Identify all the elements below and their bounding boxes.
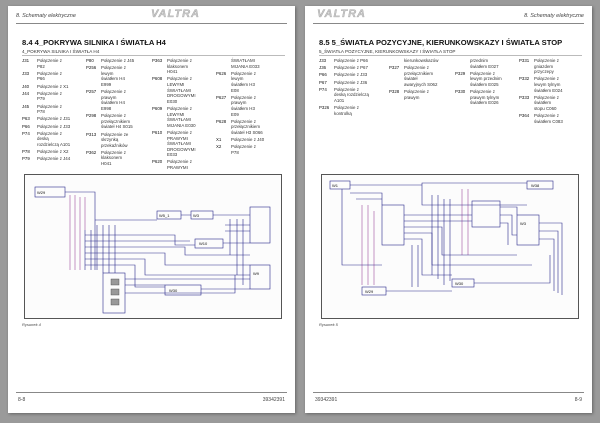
connector-block [382, 205, 404, 245]
legend-column-2 [86, 58, 148, 168]
connector-code [389, 58, 404, 64]
connector-description: Połączenie z P67 [334, 65, 368, 71]
diagram-label: W1 [332, 183, 338, 188]
connector-code: P78 [22, 149, 30, 155]
connector-code: X2 [216, 144, 222, 150]
connector-code: P327 [389, 65, 400, 71]
connector-code: P628 [216, 118, 227, 124]
connector-code: P609 [152, 105, 163, 111]
legend-entry [22, 131, 84, 148]
legend-entry [86, 89, 148, 111]
connector-description: Połączenie z J31 [37, 116, 71, 122]
connector-description: Połączenie z deską rozdzielczą A101 [334, 86, 369, 103]
diagram-label: W9 [253, 271, 259, 276]
connector-legend [319, 58, 582, 168]
connector-block [517, 215, 539, 245]
legend-entry [319, 65, 385, 71]
page-header [16, 10, 287, 22]
connector-code: X1 [216, 137, 222, 143]
legend-column-1 [319, 58, 385, 118]
connector-description: Połączenie ze skrzynką przekaźników [101, 131, 129, 148]
legend-entry [22, 149, 84, 155]
legend-entry [86, 150, 148, 167]
legend-entry [152, 159, 210, 170]
connector-description: Połączenie z J40 [231, 137, 265, 143]
connector-description: Połączenie z lewym światłem H4 E999 [101, 65, 126, 87]
legend-entry [22, 156, 84, 162]
connector-description: Połączenie z lewym przednim światłem E025 [470, 70, 502, 87]
legend-entry [216, 58, 276, 69]
connector-description: Połączenie z lewym tylnym światłem E024 [534, 76, 563, 93]
connector-code: P333 [519, 94, 530, 100]
connector-code: P610 [152, 129, 163, 135]
connector-code: P79 [22, 156, 30, 162]
document-number: 39342391 [315, 397, 338, 403]
section-header: 8. Schematy elektryczne [524, 13, 584, 19]
legend-entry [455, 89, 517, 106]
diagram-label: W5_1 [159, 213, 170, 218]
legend-entry [319, 80, 385, 86]
connector-description: Połączenie z kontrolką [334, 105, 359, 116]
page-subtitle: 5_ŚWIATŁA POZYCYJNE, KIERUNKOWSKAZY I ŚWIATŁA STOP [319, 49, 582, 56]
connector-description: Połączenie z PRAWYMI [167, 159, 192, 171]
diagram-label: W30 [169, 288, 178, 293]
connector-description: przednim światłem E027 [470, 58, 499, 69]
legend-entry [519, 95, 579, 112]
legend-entry [216, 119, 276, 136]
legend-entry [86, 58, 148, 64]
page-title: 8.4 4_POKRYWA SILNIKA I ŚWIATŁA H4 [22, 38, 166, 47]
connector-description: Połączenie z P78 [37, 103, 62, 115]
connector-description: Połączenie z J36 [334, 79, 368, 85]
legend-entry [216, 144, 276, 155]
diagram-label: W29 [365, 289, 374, 294]
connector-description: Połączenie z X1 [37, 83, 69, 89]
legend-column-3 [152, 58, 210, 172]
connector-description: Połączenie z przełącznikiem świateł H4 S015 [101, 113, 133, 130]
wiring-diagram [321, 174, 579, 319]
connector-code: P63 [22, 116, 30, 122]
legend-entry [22, 71, 84, 82]
legend-column-4 [519, 58, 579, 126]
brand-logo: VALTRA [317, 8, 366, 20]
page-title: 8.5 5_ŚWIATŁA POZYCYJNE, KIERUNKOWSKAZY I ŚWIATŁA STOP [319, 38, 563, 47]
legend-entry [152, 58, 210, 75]
legend-entry [22, 124, 84, 130]
connector-code: P329 [455, 70, 466, 76]
connector-description: Połączenie z LEWYMI ŚWIATŁAMI MIJANIA E030 [167, 105, 196, 128]
legend-entry [22, 84, 84, 90]
left-page [8, 6, 295, 413]
connector-code: J36 [319, 65, 327, 71]
page-number: 8-9 [574, 397, 582, 403]
legend-entry [86, 113, 148, 130]
legend-entry [22, 104, 84, 115]
legend-column-3 [455, 58, 517, 108]
legend-entry [519, 58, 579, 75]
connector-legend [22, 58, 285, 171]
connector-code: J31 [22, 58, 30, 63]
connector-description: Połączenie z prawym [404, 89, 429, 100]
connector-code: P364 [519, 113, 530, 119]
figure-caption: Rysunek 4 [22, 322, 41, 327]
page-header [313, 10, 584, 22]
connector-description: Połączenie z prawym światłem H4 E998 [101, 89, 126, 111]
footer-divider [16, 392, 287, 393]
wiring-diagram [24, 174, 282, 319]
legend-entry [22, 91, 84, 102]
connector-description: Połączenie z gniazdem przyczepy [534, 58, 559, 75]
connector-description: Połączenie z J33 [37, 123, 71, 129]
diagram-label: W10 [199, 241, 208, 246]
connector-description: Połączenie z prawym światłem H3 E09 [231, 94, 256, 117]
connector-code: P256 [86, 65, 97, 71]
legend-entry [152, 76, 210, 104]
connector-code: J44 [22, 90, 30, 96]
connector-code: P66 [22, 123, 30, 129]
connector-code: P620 [152, 159, 163, 165]
connector-description: Połączenie z prawym tylnym światłem E026 [470, 89, 500, 106]
connector-description: Połączenie z P78 [231, 144, 256, 155]
page-number: 8-8 [18, 397, 26, 403]
connector-code [455, 58, 470, 69]
legend-entry [152, 106, 210, 128]
connector-description: Połączenie z J33 [334, 72, 368, 78]
connector-description: Połączenie z klaksonem H041 [167, 58, 192, 75]
connector-code: P74 [319, 86, 327, 92]
header-divider [313, 23, 584, 24]
connector-code: P257 [86, 89, 97, 95]
legend-entry [455, 71, 517, 88]
figure-caption: Rysunek 5 [319, 322, 338, 327]
connector-code: P326 [319, 105, 330, 111]
connector-description: Połączenie z J45 [101, 58, 135, 63]
connector-description: Połączenie z klaksonem H041 [101, 149, 126, 167]
legend-entry [22, 58, 84, 69]
connector-code: P298 [86, 113, 97, 119]
legend-column-1 [22, 58, 84, 163]
connector-code: P80 [86, 58, 94, 63]
connector-description: Połączenie z lewym światłem H3 E08 [231, 70, 256, 93]
connector-code: P626 [216, 70, 227, 76]
diagram-label: W3 [193, 213, 199, 218]
legend-entry [319, 87, 385, 104]
connector-description: Połączenie z światłem C083 [534, 113, 563, 124]
legend-entry [216, 137, 276, 143]
connector-code: P328 [389, 89, 400, 95]
connector-code: P332 [519, 76, 530, 82]
connector-code: P330 [455, 89, 466, 95]
connector-description: Połączenie z X2 [37, 149, 69, 155]
connector-code: P627 [216, 94, 227, 100]
legend-entry [86, 65, 148, 87]
connector-description: Połączenie z J44 [37, 156, 71, 162]
connector-description: kierunkowskazów [404, 58, 439, 63]
connector-description: Połączenie z przełącznikiem świateł H3 S066 [231, 118, 263, 135]
connector-description: Połączenie z P66 [37, 70, 62, 82]
connector-code [216, 58, 231, 69]
diagram-label: W3 [520, 221, 526, 226]
connector-code: P608 [152, 76, 163, 82]
legend-column-2 [389, 58, 453, 102]
connector-description: Połączenie z P66 [334, 58, 368, 63]
connector-code: P363 [152, 58, 163, 63]
connector-description: Połączenie z P79 [37, 90, 62, 102]
connector-description: ŚWIATŁAMI MIJANIA E033 [231, 58, 260, 69]
legend-entry [455, 58, 517, 69]
brand-logo: VALTRA [151, 8, 200, 20]
connector-description: Połączenie z deską rozdzielczą A101 [37, 130, 71, 147]
connector-code: J33 [22, 70, 30, 76]
document-number: 39342391 [262, 397, 285, 403]
diagram-label: W38 [531, 183, 540, 188]
legend-entry [216, 71, 276, 93]
connector-description: Połączenie z PRAWYMI ŚWIATŁAMI DROGOWYMI E033 [167, 129, 196, 158]
connector-code: P67 [319, 79, 327, 85]
legend-entry [519, 113, 579, 124]
connector-code: P66 [319, 72, 327, 78]
right-page [305, 6, 592, 413]
connector-description: Połączenie z LEWYMI ŚWIATŁAMI DROGOWYMI E030 [167, 76, 196, 104]
connector-code: J40 [22, 83, 30, 89]
connector-description: Połączenie z P82 [37, 58, 62, 69]
diagram-label: W29 [37, 190, 46, 195]
connector-description: Połączenie z przełącznikiem świateł awaryjnych S062 [404, 65, 438, 87]
legend-entry [319, 72, 385, 78]
connector-code: P362 [86, 149, 97, 155]
connector-code: J33 [319, 58, 327, 63]
connector-code: J45 [22, 103, 30, 109]
connector-description: Połączenie z światłem stopu C060 [534, 94, 559, 111]
legend-entry [389, 89, 453, 100]
connector-code: P313 [86, 131, 97, 137]
diagram-label: W30 [455, 281, 464, 286]
connector-block [250, 265, 270, 289]
section-header: 8. Schematy elektryczne [16, 13, 76, 19]
header-divider [16, 23, 287, 24]
legend-entry [216, 95, 276, 117]
legend-entry [319, 58, 385, 64]
legend-entry [319, 105, 385, 116]
connector-block [250, 207, 270, 243]
legend-column-4 [216, 58, 276, 157]
footer-divider [313, 392, 584, 393]
page-subtitle: 4_POKRYWA SILNIKA I ŚWIATŁA H4 [22, 49, 285, 56]
legend-entry [519, 76, 579, 93]
connector-code: P74 [22, 130, 30, 136]
legend-entry [152, 130, 210, 158]
legend-entry [389, 58, 453, 64]
legend-entry [389, 65, 453, 87]
legend-entry [22, 116, 84, 122]
connector-code: P331 [519, 58, 530, 63]
legend-entry [86, 132, 148, 149]
